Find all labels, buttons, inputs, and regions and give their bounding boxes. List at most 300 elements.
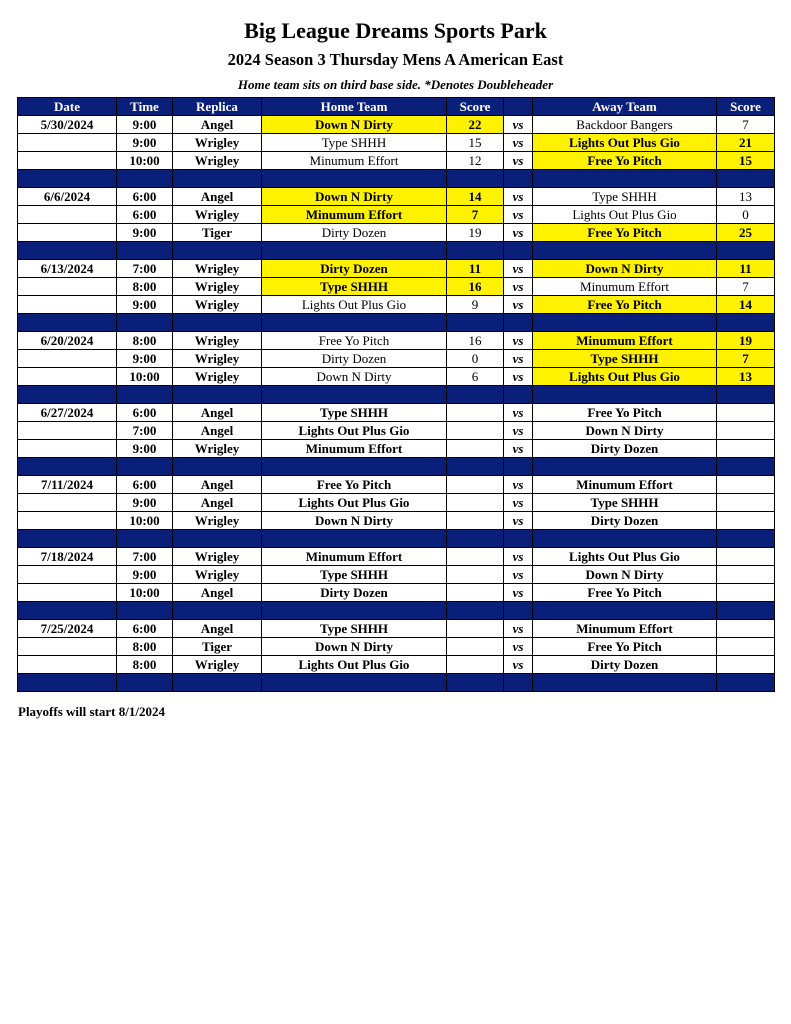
time-cell: 9:00 <box>117 440 173 458</box>
vs-cell: vs <box>504 656 533 674</box>
vs-cell: vs <box>504 440 533 458</box>
away-team-cell: Free Yo Pitch <box>533 152 717 170</box>
schedule-table <box>17 97 775 692</box>
away-team-cell: Lights Out Plus Gio <box>533 368 717 386</box>
away-score-cell: 19 <box>717 332 775 350</box>
separator-cell <box>262 458 447 476</box>
away-team-cell: Type SHHH <box>533 494 717 512</box>
away-score-cell: 13 <box>717 368 775 386</box>
home-score-cell: 9 <box>447 296 504 314</box>
separator-cell <box>447 314 504 332</box>
vs-cell: vs <box>504 422 533 440</box>
replica-cell: Wrigley <box>173 206 262 224</box>
away-team-cell: Lights Out Plus Gio <box>533 548 717 566</box>
home-team-cell: Type SHHH <box>262 566 447 584</box>
away-team-cell: Type SHHH <box>533 188 717 206</box>
away-team-cell: Minumum Effort <box>533 476 717 494</box>
separator-cell <box>173 458 262 476</box>
home-score-cell <box>447 494 504 512</box>
separator-cell <box>173 674 262 692</box>
away-score-cell <box>717 494 775 512</box>
time-cell: 6:00 <box>117 620 173 638</box>
table-row <box>18 260 775 278</box>
separator-cell <box>117 242 173 260</box>
replica-cell: Wrigley <box>173 350 262 368</box>
home-score-cell <box>447 620 504 638</box>
replica-cell: Tiger <box>173 224 262 242</box>
away-team-cell: Down N Dirty <box>533 422 717 440</box>
home-team-note: Home team sits on third base side. *Denotes Doubleheader <box>237 77 554 92</box>
separator-cell <box>533 458 717 476</box>
home-score-cell <box>447 656 504 674</box>
date-cell <box>18 566 117 584</box>
date-cell <box>18 368 117 386</box>
time-cell: 6:00 <box>117 404 173 422</box>
replica-cell: Wrigley <box>173 152 262 170</box>
home-score-cell: 22 <box>447 116 504 134</box>
time-cell: 9:00 <box>117 116 173 134</box>
replica-cell: Angel <box>173 620 262 638</box>
separator-cell <box>717 242 775 260</box>
away-score-cell: 7 <box>717 350 775 368</box>
vs-cell: vs <box>504 116 533 134</box>
time-cell: 9:00 <box>117 494 173 512</box>
table-row <box>18 566 775 584</box>
separator-cell <box>173 170 262 188</box>
time-cell: 10:00 <box>117 512 173 530</box>
separator-cell <box>504 314 533 332</box>
replica-cell: Wrigley <box>173 656 262 674</box>
separator-cell <box>173 602 262 620</box>
time-cell: 8:00 <box>117 638 173 656</box>
replica-cell: Angel <box>173 584 262 602</box>
home-team-cell: Dirty Dozen <box>262 584 447 602</box>
separator-cell <box>262 530 447 548</box>
home-team-cell: Down N Dirty <box>262 116 447 134</box>
away-team-cell: Free Yo Pitch <box>533 224 717 242</box>
time-cell: 7:00 <box>117 548 173 566</box>
home-team-cell: Type SHHH <box>262 404 447 422</box>
time-cell: 6:00 <box>117 206 173 224</box>
week-separator-row <box>18 170 775 188</box>
replica-cell: Wrigley <box>173 566 262 584</box>
replica-cell: Wrigley <box>173 134 262 152</box>
home-score-cell: 0 <box>447 350 504 368</box>
home-score-cell <box>447 638 504 656</box>
separator-cell <box>533 314 717 332</box>
schedule-body <box>18 116 775 692</box>
home-score-cell: 15 <box>447 134 504 152</box>
away-score-cell: 13 <box>717 188 775 206</box>
away-score-cell: 7 <box>717 116 775 134</box>
away-score-cell <box>717 476 775 494</box>
vs-cell: vs <box>504 548 533 566</box>
separator-cell <box>717 674 775 692</box>
vs-cell: vs <box>504 512 533 530</box>
vs-cell: vs <box>504 260 533 278</box>
replica-cell: Wrigley <box>173 440 262 458</box>
vs-cell: vs <box>504 278 533 296</box>
separator-cell <box>173 314 262 332</box>
separator-cell <box>173 386 262 404</box>
away-score-cell: 0 <box>717 206 775 224</box>
separator-cell <box>533 674 717 692</box>
away-team-cell: Lights Out Plus Gio <box>533 206 717 224</box>
time-cell: 7:00 <box>117 422 173 440</box>
home-team-cell: Down N Dirty <box>262 188 447 206</box>
time-cell: 10:00 <box>117 368 173 386</box>
page-title: Big League Dreams Sports Park <box>244 18 547 43</box>
date-cell: 7/25/2024 <box>18 620 117 638</box>
separator-cell <box>504 530 533 548</box>
vs-cell: vs <box>504 152 533 170</box>
home-team-cell: Type SHHH <box>262 620 447 638</box>
time-cell: 9:00 <box>117 566 173 584</box>
replica-cell: Angel <box>173 116 262 134</box>
away-team-cell: Down N Dirty <box>533 566 717 584</box>
table-row <box>18 350 775 368</box>
home-score-cell: 16 <box>447 332 504 350</box>
away-score-cell: 25 <box>717 224 775 242</box>
away-score-cell: 11 <box>717 260 775 278</box>
replica-cell: Wrigley <box>173 260 262 278</box>
separator-cell <box>18 458 117 476</box>
week-separator-row <box>18 242 775 260</box>
time-cell: 9:00 <box>117 224 173 242</box>
vs-cell: vs <box>504 494 533 512</box>
separator-cell <box>18 530 117 548</box>
time-cell: 8:00 <box>117 656 173 674</box>
table-row <box>18 440 775 458</box>
date-cell <box>18 494 117 512</box>
home-team-cell: Lights Out Plus Gio <box>262 656 447 674</box>
separator-cell <box>504 602 533 620</box>
home-team-cell: Minumum Effort <box>262 440 447 458</box>
table-row <box>18 116 775 134</box>
separator-cell <box>504 242 533 260</box>
away-team-cell: Free Yo Pitch <box>533 584 717 602</box>
away-team-cell: Dirty Dozen <box>533 440 717 458</box>
date-cell <box>18 584 117 602</box>
separator-cell <box>117 386 173 404</box>
home-team-cell: Lights Out Plus Gio <box>262 494 447 512</box>
home-score-cell <box>447 476 504 494</box>
date-cell <box>18 224 117 242</box>
home-team-cell: Type SHHH <box>262 278 447 296</box>
separator-cell <box>18 170 117 188</box>
away-team-cell: Lights Out Plus Gio <box>533 134 717 152</box>
separator-cell <box>447 530 504 548</box>
vs-cell: vs <box>504 566 533 584</box>
separator-cell <box>262 386 447 404</box>
away-score-cell <box>717 548 775 566</box>
replica-cell: Angel <box>173 188 262 206</box>
separator-cell <box>504 458 533 476</box>
time-cell: 9:00 <box>117 350 173 368</box>
away-score-cell <box>717 566 775 584</box>
home-team-cell: Minumum Effort <box>262 152 447 170</box>
replica-cell: Wrigley <box>173 332 262 350</box>
separator-cell <box>117 530 173 548</box>
replica-cell: Angel <box>173 494 262 512</box>
column-header-home-score: Score <box>447 98 504 116</box>
replica-cell: Wrigley <box>173 296 262 314</box>
home-score-cell <box>447 404 504 422</box>
table-row <box>18 368 775 386</box>
separator-cell <box>18 386 117 404</box>
away-team-cell: Dirty Dozen <box>533 656 717 674</box>
time-cell: 7:00 <box>117 260 173 278</box>
table-row <box>18 584 775 602</box>
replica-cell: Wrigley <box>173 278 262 296</box>
vs-cell: vs <box>504 350 533 368</box>
separator-cell <box>262 674 447 692</box>
replica-cell: Wrigley <box>173 512 262 530</box>
home-score-cell: 11 <box>447 260 504 278</box>
away-score-cell: 21 <box>717 134 775 152</box>
home-team-cell: Dirty Dozen <box>262 260 447 278</box>
week-separator-row <box>18 674 775 692</box>
separator-cell <box>262 170 447 188</box>
date-cell: 6/6/2024 <box>18 188 117 206</box>
table-row <box>18 188 775 206</box>
date-cell <box>18 152 117 170</box>
week-separator-row <box>18 458 775 476</box>
separator-cell <box>117 314 173 332</box>
replica-cell: Angel <box>173 476 262 494</box>
playoffs-note: Playoffs will start 8/1/2024 <box>18 704 165 719</box>
separator-cell <box>18 674 117 692</box>
vs-cell: vs <box>504 404 533 422</box>
away-score-cell: 7 <box>717 278 775 296</box>
home-score-cell: 7 <box>447 206 504 224</box>
away-team-cell: Free Yo Pitch <box>533 296 717 314</box>
column-header-date: Date <box>18 98 117 116</box>
home-team-cell: Down N Dirty <box>262 368 447 386</box>
separator-cell <box>117 458 173 476</box>
away-team-cell: Minumum Effort <box>533 332 717 350</box>
home-team-cell: Down N Dirty <box>262 512 447 530</box>
vs-cell: vs <box>504 620 533 638</box>
table-row <box>18 296 775 314</box>
column-header-vs <box>504 98 533 116</box>
separator-cell <box>18 602 117 620</box>
vs-cell: vs <box>504 296 533 314</box>
separator-cell <box>18 242 117 260</box>
away-team-cell: Minumum Effort <box>533 620 717 638</box>
column-header-home-team: Home Team <box>262 98 447 116</box>
column-header-time: Time <box>117 98 173 116</box>
page-subtitle: 2024 Season 3 Thursday Mens A American East <box>227 50 564 69</box>
date-cell <box>18 206 117 224</box>
date-cell: 7/11/2024 <box>18 476 117 494</box>
home-score-cell <box>447 548 504 566</box>
home-score-cell: 16 <box>447 278 504 296</box>
home-team-cell: Dirty Dozen <box>262 224 447 242</box>
separator-cell <box>447 386 504 404</box>
table-row <box>18 332 775 350</box>
away-score-cell: 15 <box>717 152 775 170</box>
date-cell <box>18 422 117 440</box>
separator-cell <box>262 314 447 332</box>
separator-cell <box>717 170 775 188</box>
time-cell: 6:00 <box>117 476 173 494</box>
separator-cell <box>717 602 775 620</box>
date-cell: 5/30/2024 <box>18 116 117 134</box>
home-team-cell: Free Yo Pitch <box>262 476 447 494</box>
table-row <box>18 476 775 494</box>
home-score-cell <box>447 584 504 602</box>
week-separator-row <box>18 602 775 620</box>
week-separator-row <box>18 530 775 548</box>
time-cell: 10:00 <box>117 584 173 602</box>
away-score-cell <box>717 422 775 440</box>
separator-cell <box>262 602 447 620</box>
home-team-cell: Lights Out Plus Gio <box>262 296 447 314</box>
home-score-cell <box>447 422 504 440</box>
date-cell <box>18 350 117 368</box>
separator-cell <box>447 458 504 476</box>
time-cell: 6:00 <box>117 188 173 206</box>
home-team-cell: Type SHHH <box>262 134 447 152</box>
replica-cell: Wrigley <box>173 368 262 386</box>
away-score-cell <box>717 656 775 674</box>
away-team-cell: Dirty Dozen <box>533 512 717 530</box>
separator-cell <box>533 170 717 188</box>
date-cell <box>18 134 117 152</box>
week-separator-row <box>18 314 775 332</box>
home-team-cell: Down N Dirty <box>262 638 447 656</box>
away-score-cell <box>717 512 775 530</box>
time-cell: 8:00 <box>117 278 173 296</box>
column-header-away-team: Away Team <box>533 98 717 116</box>
table-row <box>18 422 775 440</box>
separator-cell <box>447 602 504 620</box>
separator-cell <box>447 242 504 260</box>
away-score-cell <box>717 440 775 458</box>
table-header-row <box>18 98 775 116</box>
away-team-cell: Minumum Effort <box>533 278 717 296</box>
vs-cell: vs <box>504 584 533 602</box>
home-score-cell: 19 <box>447 224 504 242</box>
date-cell <box>18 638 117 656</box>
column-header-replica: Replica <box>173 98 262 116</box>
home-score-cell: 6 <box>447 368 504 386</box>
separator-cell <box>117 674 173 692</box>
separator-cell <box>533 242 717 260</box>
table-row <box>18 494 775 512</box>
table-row <box>18 638 775 656</box>
separator-cell <box>447 170 504 188</box>
separator-cell <box>504 674 533 692</box>
vs-cell: vs <box>504 206 533 224</box>
away-score-cell <box>717 404 775 422</box>
separator-cell <box>117 170 173 188</box>
home-score-cell <box>447 566 504 584</box>
table-row <box>18 620 775 638</box>
vs-cell: vs <box>504 134 533 152</box>
separator-cell <box>504 170 533 188</box>
separator-cell <box>173 242 262 260</box>
table-row <box>18 206 775 224</box>
home-score-cell: 12 <box>447 152 504 170</box>
date-cell <box>18 512 117 530</box>
date-cell: 6/27/2024 <box>18 404 117 422</box>
away-score-cell <box>717 638 775 656</box>
replica-cell: Tiger <box>173 638 262 656</box>
separator-cell <box>533 602 717 620</box>
away-team-cell: Backdoor Bangers <box>533 116 717 134</box>
date-cell <box>18 278 117 296</box>
column-header-away-score: Score <box>717 98 775 116</box>
home-team-cell: Free Yo Pitch <box>262 332 447 350</box>
week-separator-row <box>18 386 775 404</box>
replica-cell: Angel <box>173 404 262 422</box>
away-score-cell: 14 <box>717 296 775 314</box>
separator-cell <box>717 458 775 476</box>
away-team-cell: Type SHHH <box>533 350 717 368</box>
separator-cell <box>717 530 775 548</box>
separator-cell <box>717 314 775 332</box>
date-cell: 7/18/2024 <box>18 548 117 566</box>
separator-cell <box>117 602 173 620</box>
home-score-cell <box>447 512 504 530</box>
table-row <box>18 134 775 152</box>
separator-cell <box>173 530 262 548</box>
separator-cell <box>447 674 504 692</box>
separator-cell <box>262 242 447 260</box>
home-team-cell: Lights Out Plus Gio <box>262 422 447 440</box>
replica-cell: Wrigley <box>173 548 262 566</box>
date-cell <box>18 296 117 314</box>
separator-cell <box>18 314 117 332</box>
away-team-cell: Free Yo Pitch <box>533 404 717 422</box>
table-row <box>18 656 775 674</box>
away-team-cell: Free Yo Pitch <box>533 638 717 656</box>
table-row <box>18 512 775 530</box>
time-cell: 10:00 <box>117 152 173 170</box>
separator-cell <box>533 530 717 548</box>
home-team-cell: Minumum Effort <box>262 548 447 566</box>
vs-cell: vs <box>504 476 533 494</box>
away-team-cell: Down N Dirty <box>533 260 717 278</box>
separator-cell <box>533 386 717 404</box>
time-cell: 8:00 <box>117 332 173 350</box>
home-score-cell: 14 <box>447 188 504 206</box>
separator-cell <box>504 386 533 404</box>
time-cell: 9:00 <box>117 296 173 314</box>
away-score-cell <box>717 620 775 638</box>
home-score-cell <box>447 440 504 458</box>
table-row <box>18 278 775 296</box>
date-cell <box>18 656 117 674</box>
vs-cell: vs <box>504 224 533 242</box>
table-row <box>18 152 775 170</box>
table-row <box>18 548 775 566</box>
home-team-cell: Dirty Dozen <box>262 350 447 368</box>
time-cell: 9:00 <box>117 134 173 152</box>
vs-cell: vs <box>504 638 533 656</box>
date-cell <box>18 440 117 458</box>
vs-cell: vs <box>504 188 533 206</box>
vs-cell: vs <box>504 368 533 386</box>
table-row <box>18 224 775 242</box>
away-score-cell <box>717 584 775 602</box>
home-team-cell: Minumum Effort <box>262 206 447 224</box>
date-cell: 6/20/2024 <box>18 332 117 350</box>
vs-cell: vs <box>504 332 533 350</box>
separator-cell <box>717 386 775 404</box>
